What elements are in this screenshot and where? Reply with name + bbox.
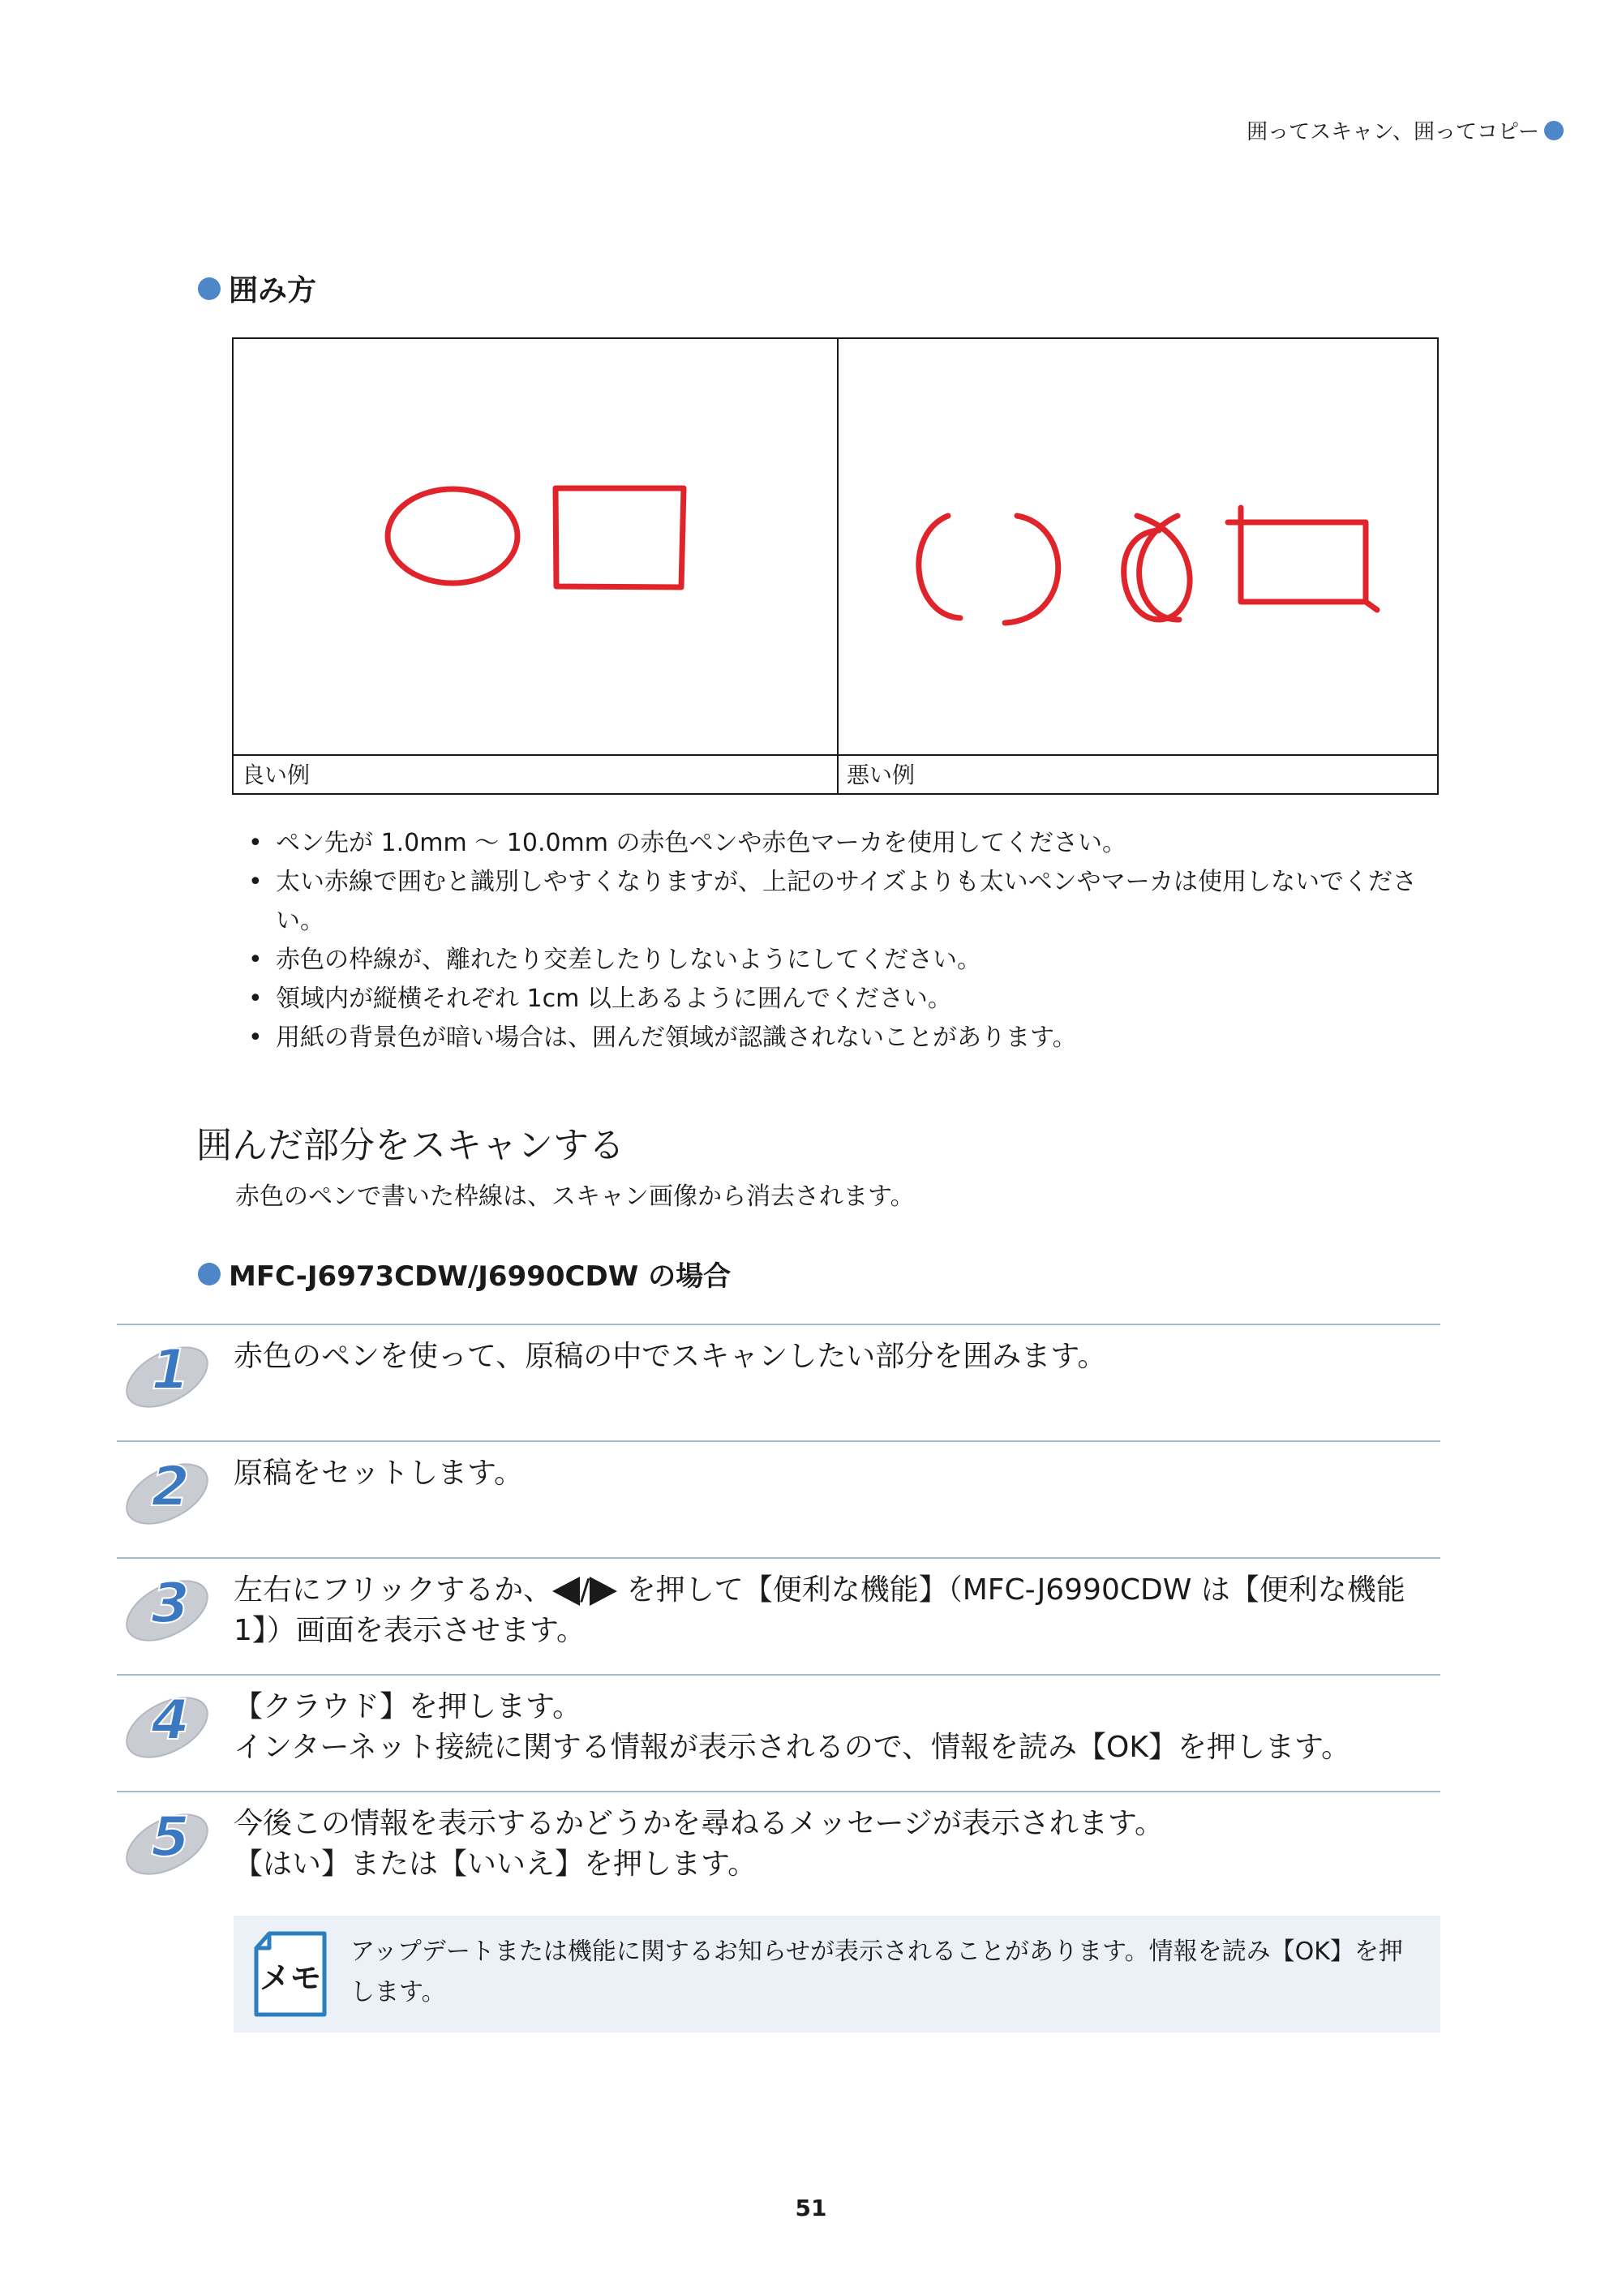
step-number-badge <box>118 1562 216 1651</box>
page-title: 囲んだ部分をスキャンする <box>196 1125 624 1166</box>
bad-example-shapes <box>839 339 1435 754</box>
page-number: 51 <box>795 2195 827 2221</box>
good-example-illustration <box>234 339 839 754</box>
step-text: 【クラウド】を押します。 インターネット接続に関する情報が表示されるので、情報を読み【OK】を押します。 <box>234 1690 1351 1764</box>
step-number-badge <box>118 1679 216 1768</box>
section-description: 赤色のペンで書いた枠線は、スキャン画像から消去されます。 <box>235 1182 915 1211</box>
model-heading <box>198 1254 731 1294</box>
step-4 <box>117 1674 1440 1764</box>
step-text: 赤色のペンを使って、原稿の中でスキャンしたい部分を囲みます。 <box>234 1340 1107 1373</box>
step-2 <box>117 1440 1440 1519</box>
list-item: • 太い赤線で囲むと識別しやすくなりますが、上記のサイズよりも太いペンやマーカは使用しないでください。 <box>243 863 1444 941</box>
caption-row <box>234 754 1437 795</box>
bad-example-illustration <box>839 339 1437 754</box>
broken-circle-left-mark <box>919 516 960 618</box>
memo-text: アップデートまたは機能に関するお知らせが表示されることがあります。情報を読み【OK】を押します。 <box>350 1938 1403 2006</box>
left-arrow-icon <box>552 1577 580 1606</box>
section-heading-text: 囲み方 <box>229 274 317 307</box>
broken-circle-right-mark <box>1005 516 1058 623</box>
memo-box <box>234 1916 1440 2032</box>
step-text: 今後この情報を表示するかどうかを尋ねるメッセージが表示されます。 【はい】または【いいえ】を押します。 <box>234 1807 1164 1881</box>
blue-dot-icon <box>1544 121 1564 140</box>
list-item: • 領域内が縦横それぞれ 1cm 以上あるように囲んでください。 <box>243 980 1444 1019</box>
bullet-icon: • <box>248 946 263 974</box>
bullet-icon: • <box>248 829 263 857</box>
svg-text:4: 4 <box>151 1689 190 1753</box>
step-number-badge <box>118 1328 216 1418</box>
list-item: • ペン先が 1.0mm ～ 10.0mm の赤色ペンや赤色マーカを使用してください。 <box>243 824 1444 863</box>
model-heading-text: MFC-J6973CDW/J6990CDW の場合 <box>229 1260 732 1293</box>
step-text: 原稿をセットします。 <box>234 1457 524 1490</box>
blue-dot-icon <box>198 1263 221 1285</box>
bullet-icon: • <box>248 868 263 896</box>
blue-dot-icon <box>198 277 221 300</box>
good-circle-mark <box>388 489 517 583</box>
step-number-badge <box>118 1445 216 1534</box>
step-text: 左右にフリックするか、 / を押して【便利な機能】（MFC-J6990CDW は【便利な機能 1】）画面を表示させます。 <box>234 1573 1405 1647</box>
crossed-square-mark <box>1228 508 1377 610</box>
crossed-circle-mark <box>1124 516 1190 620</box>
bullet-icon: • <box>248 985 263 1013</box>
svg-text:メモ: メモ <box>259 1960 322 1996</box>
svg-text:3: 3 <box>151 1572 190 1636</box>
bad-example-caption: 悪い例 <box>847 762 916 788</box>
right-arrow-icon <box>590 1577 617 1606</box>
section-heading-how-to-circle <box>198 268 316 309</box>
good-example-shapes <box>234 339 835 754</box>
running-header <box>1247 115 1564 145</box>
example-table <box>232 337 1439 795</box>
running-header-title: 囲ってスキャン、囲ってコピー <box>1247 120 1539 144</box>
good-square-mark <box>556 488 684 587</box>
svg-text:5: 5 <box>151 1805 190 1869</box>
svg-text:2: 2 <box>151 1455 190 1519</box>
svg-text:1: 1 <box>151 1338 190 1402</box>
memo-icon <box>251 1930 329 2018</box>
bullet-icon: • <box>248 1024 263 1052</box>
list-item: • 赤色の枠線が、離れたり交差したりしないようにしてください。 <box>243 941 1444 980</box>
step-5 <box>117 1791 1440 1881</box>
good-example-caption: 良い例 <box>234 756 839 795</box>
step-1 <box>117 1324 1440 1402</box>
guideline-list <box>243 824 1444 1058</box>
list-item: • 用紙の背景色が暗い場合は、囲んだ領域が認識されないことがあります。 <box>243 1019 1444 1058</box>
step-3 <box>117 1557 1440 1647</box>
step-number-badge <box>118 1796 216 1885</box>
